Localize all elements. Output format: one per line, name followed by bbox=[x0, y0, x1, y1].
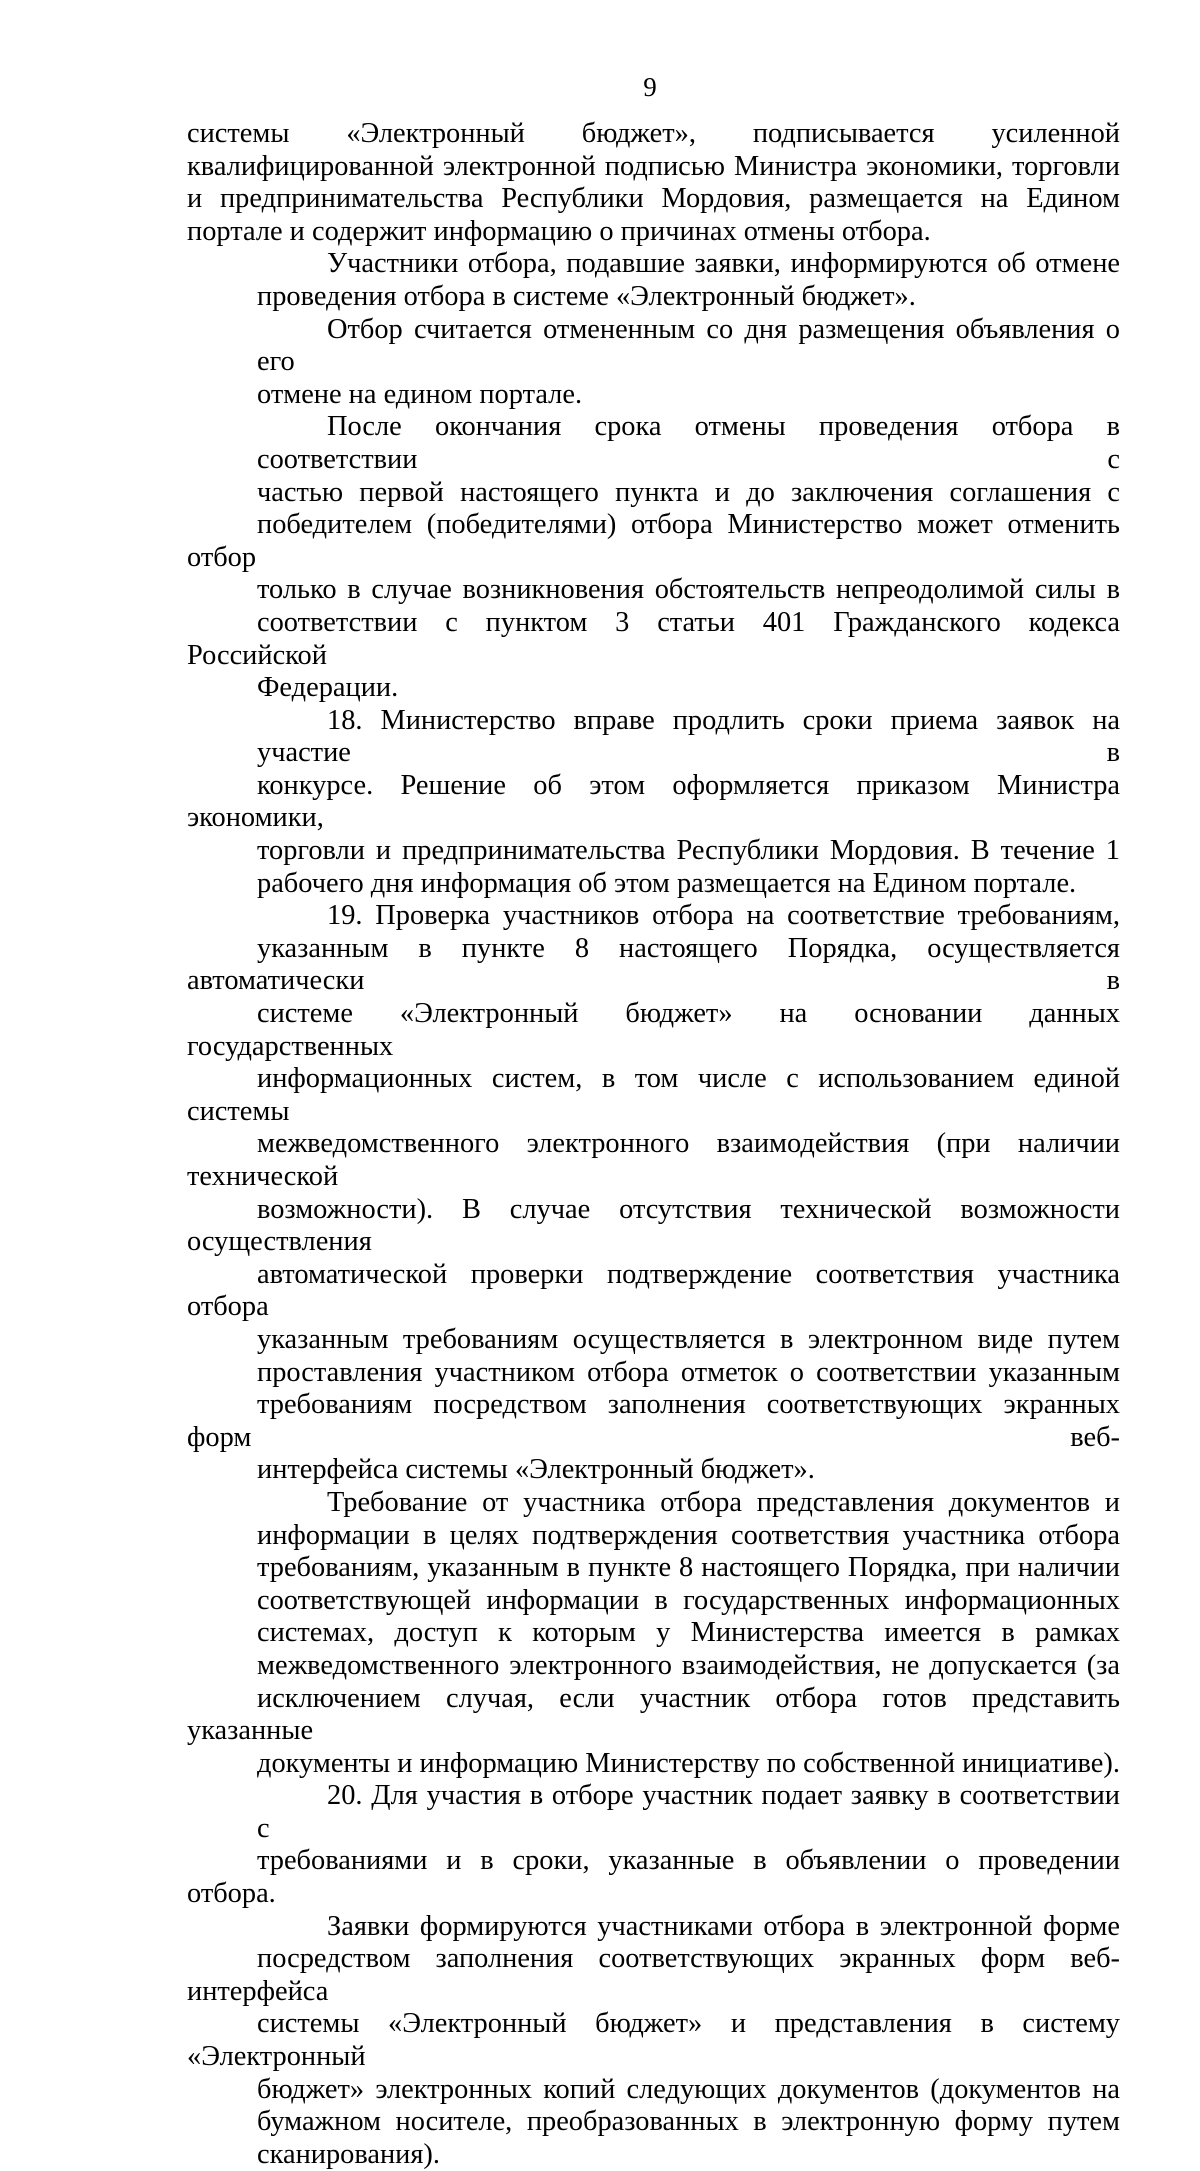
page-number: 9 bbox=[643, 72, 657, 102]
text-line: возможности). В случае отсутствия технической возможности осуществления bbox=[187, 1193, 1120, 1258]
paragraph bbox=[187, 411, 1120, 704]
text-line: указанным в пункте 8 настоящего Порядка, осуществляется автоматически в bbox=[187, 932, 1120, 997]
paragraph bbox=[187, 705, 1120, 901]
text-line: интерфейса системы «Электронный бюджет». bbox=[257, 1454, 815, 1486]
text-line: документы и информацию Министерству по собственной инициативе). bbox=[257, 1747, 1120, 1779]
text-line: Участники отбора, подавшие заявки, информируются об отмене bbox=[327, 248, 1120, 280]
text-line: После окончания срока отмены проведения отбора в соответствии с bbox=[257, 411, 1120, 475]
text-line: отмене на едином портале. bbox=[257, 378, 583, 410]
text-line: бюджет» электронных копий следующих документов (документов на bbox=[257, 2073, 1120, 2105]
text-line: и предпринимательства Республики Мордовия, размещается на Едином bbox=[187, 183, 1120, 215]
text-line: рабочего дня информация об этом размещается на Едином портале. bbox=[257, 867, 1077, 899]
text-line: автоматической проверки подтверждение соответствия участника отбора bbox=[187, 1258, 1120, 1323]
paragraph bbox=[187, 1487, 1120, 1780]
text-line: частью первой настоящего пункта и до заключения соглашения с bbox=[257, 476, 1120, 508]
text-line: системе «Электронный бюджет» на основании данных государственных bbox=[187, 998, 1120, 1062]
text-line: торговли и предпринимательства Республики Мордовия. В течение 1 bbox=[257, 835, 1120, 867]
text-line: системах, доступ к которым у Министерства имеется в рамках bbox=[257, 1617, 1120, 1649]
text-line: Отбор считается отмененным со дня размещения объявления о его bbox=[257, 313, 1120, 378]
text-line: системы «Электронный бюджет», подписывается усиленной bbox=[187, 118, 1120, 149]
document-body bbox=[187, 118, 1120, 2171]
text-line: 18. Министерство вправе продлить сроки приема заявок на участие в bbox=[257, 704, 1120, 769]
text-line: сканирования). bbox=[257, 2138, 440, 2170]
text-line: Федерации. bbox=[257, 672, 399, 704]
text-line: Заявки формируются участниками отбора в электронной форме bbox=[327, 1910, 1120, 1942]
text-line: посредством заполнения соответствующих экранных форм веб-интерфейса bbox=[187, 1943, 1120, 2007]
text-line: портале и содержит информацию о причинах отмены отбора. bbox=[187, 215, 931, 247]
text-line: исключением случая, если участник отбора готов представить указанные bbox=[187, 1682, 1120, 1747]
text-line: соответствующей информации в государственных информационных bbox=[257, 1584, 1120, 1616]
text-line: межведомственного электронного взаимодействия, не допускается (за bbox=[257, 1649, 1120, 1681]
paragraph bbox=[187, 248, 1120, 313]
text-line: бумажном носителе, преобразованных в электронную форму путем bbox=[257, 2106, 1120, 2138]
text-line: межведомственного электронного взаимодействия (при наличии технической bbox=[187, 1128, 1120, 1192]
paragraph bbox=[187, 900, 1120, 1487]
text-line: соответствии с пунктом 3 статьи 401 Гражданского кодекса Российской bbox=[187, 606, 1120, 671]
paragraph bbox=[187, 1911, 1120, 2171]
text-line: 19. Проверка участников отбора на соответствие требованиям, bbox=[327, 900, 1120, 932]
text-line: 20. Для участия в отборе участник подает заявку в соответствии с bbox=[257, 1780, 1120, 1844]
text-line: проставления участником отбора отметок о соответствии указанным bbox=[257, 1356, 1120, 1388]
text-line: конкурсе. Решение об этом оформляется приказом Министра экономики, bbox=[187, 769, 1120, 834]
text-line: победителем (победителями) отбора Министерство может отменить отбор bbox=[187, 509, 1120, 573]
text-line: требованиями и в сроки, указанные в объявлении о проведении отбора. bbox=[187, 1845, 1120, 1910]
paragraph bbox=[187, 1780, 1120, 1910]
text-line: Требование от участника отбора представления документов и bbox=[327, 1486, 1120, 1518]
text-line: требованиям посредством заполнения соответствующих экранных форм веб- bbox=[187, 1389, 1120, 1453]
paragraph bbox=[187, 118, 1120, 248]
text-line: информации в целях подтверждения соответствия участника отбора bbox=[257, 1519, 1120, 1551]
text-line: только в случае возникновения обстоятельств непреодолимой силы в bbox=[257, 574, 1120, 606]
text-line: требованиям, указанным в пункте 8 настоящего Порядка, при наличии bbox=[257, 1552, 1120, 1584]
text-line: проведения отбора в системе «Электронный бюджет». bbox=[257, 280, 916, 312]
text-line: системы «Электронный бюджет» и представления в систему «Электронный bbox=[187, 2008, 1120, 2073]
text-line: указанным требованиям осуществляется в электронном виде путем bbox=[257, 1323, 1120, 1355]
text-line: квалифицированной электронной подписью Министра экономики, торговли bbox=[187, 150, 1120, 182]
text-line: информационных систем, в том числе с использованием единой системы bbox=[187, 1063, 1120, 1127]
paragraph bbox=[187, 314, 1120, 412]
